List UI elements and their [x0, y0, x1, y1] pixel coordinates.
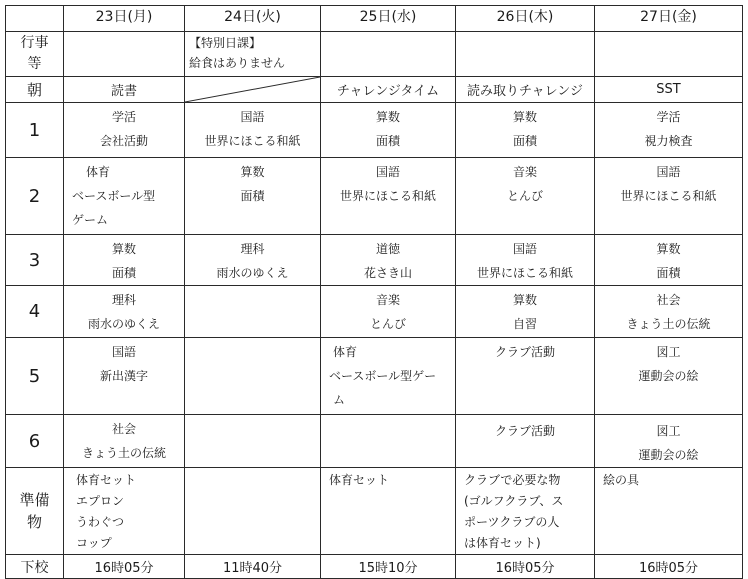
dismissal-time-fri: 16時05分: [595, 555, 743, 579]
period-6-thu: [456, 415, 595, 468]
period-row-5: [6, 338, 743, 415]
day-header-tue: 24日(火): [185, 6, 321, 32]
unit: 世界にほこる和紙: [620, 189, 717, 203]
unit: 面積: [111, 266, 136, 280]
subject: 理科: [240, 242, 265, 256]
period-6-wed-empty: [321, 415, 456, 468]
period-3-thu: [456, 235, 595, 286]
period-2-mon: [64, 158, 185, 235]
period-6-fri: [595, 415, 743, 468]
period-label-4: 4: [6, 286, 64, 338]
period-5-mon: [64, 338, 185, 415]
morning-mon: 読書: [64, 77, 185, 103]
subject: 音楽: [375, 293, 400, 307]
day-header-fri: 27日(金): [595, 6, 743, 32]
unit: きょう土の伝統: [81, 446, 166, 460]
prep-item: 絵の具: [603, 473, 640, 487]
period-4-fri: [595, 286, 743, 338]
prep-item: コップ: [76, 536, 112, 550]
unit: 会社活動: [99, 134, 148, 148]
prep-item: は体育セット): [464, 536, 541, 550]
unit: 花さき山: [363, 266, 412, 280]
subject: 国語: [240, 110, 265, 124]
events-tue: [185, 32, 321, 77]
period-1-thu: [456, 103, 595, 158]
morning-row-label: 朝: [6, 77, 64, 103]
day-header-wed: 25日(水): [321, 6, 456, 32]
unit: 面積: [240, 189, 265, 203]
unit: 世界にほこる和紙: [476, 266, 573, 280]
prep-wed: [321, 468, 456, 555]
prep-item: (ゴルフクラブ、ス: [464, 494, 564, 508]
prep-fri: [595, 468, 743, 555]
prep-thu: [456, 468, 595, 555]
prep-item: うわぐつ: [76, 515, 125, 529]
period-3-tue: [185, 235, 321, 286]
unit: ベースボール型ゲー: [329, 369, 437, 383]
unit: 面積: [512, 134, 537, 148]
unit: ベースボール型: [72, 189, 156, 203]
prep-label-line1: 準備: [19, 491, 50, 509]
dismissal-time-mon: 16時05分: [64, 555, 185, 579]
no-lunch-note: 給食はありません: [189, 56, 286, 70]
subject: 算数: [512, 293, 537, 307]
subject: 体育: [86, 165, 111, 179]
day-header-mon: 23日(月): [64, 6, 185, 32]
unit: 運動会の絵: [638, 448, 699, 462]
day-header-thu: 26日(木): [456, 6, 595, 32]
unit: 新出漢字: [99, 369, 148, 383]
subject: 国語: [111, 345, 136, 359]
period-6-tue-empty: [185, 415, 321, 468]
events-label-line2: 等: [27, 56, 42, 72]
period-5-fri: [595, 338, 743, 415]
morning-tue-empty: [185, 77, 321, 103]
unit: 雨水のゆくえ: [87, 317, 160, 331]
period-label-3: 3: [6, 235, 64, 286]
unit: 雨水のゆくえ: [216, 266, 289, 280]
dismissal-time-thu: 16時05分: [456, 555, 595, 579]
subject: 社会: [656, 293, 681, 307]
morning-fri: SST: [595, 77, 743, 103]
subject: 算数: [111, 242, 136, 256]
subject: 算数: [512, 110, 537, 124]
dismissal-row-label: 下校: [6, 555, 64, 579]
period-3-fri: [595, 235, 743, 286]
weekly-schedule-table: [5, 5, 743, 579]
period-2-tue: [185, 158, 321, 235]
events-wed: [321, 32, 456, 77]
period-4-tue-empty: [185, 286, 321, 338]
period-label-1: 1: [6, 103, 64, 158]
unit-cont: ゲーム: [72, 213, 109, 227]
prep-item: クラブで必要な物: [464, 473, 561, 487]
subject: 図工: [656, 345, 681, 359]
period-3-wed: [321, 235, 456, 286]
unit: 世界にほこる和紙: [204, 134, 301, 148]
dismissal-row: [6, 555, 743, 579]
corner-cell: [6, 6, 64, 32]
period-row-6: [6, 415, 743, 468]
period-label-2: 2: [6, 158, 64, 235]
subject: 道徳: [375, 242, 400, 256]
period-5-thu: [456, 338, 595, 415]
unit-cont: ム: [333, 393, 346, 407]
period-label-5: 5: [6, 338, 64, 415]
period-4-thu: [456, 286, 595, 338]
period-1-wed: [321, 103, 456, 158]
period-1-mon: [64, 103, 185, 158]
period-1-tue: [185, 103, 321, 158]
subject: 学活: [111, 110, 136, 124]
period-3-mon: [64, 235, 185, 286]
prep-tue-empty: [185, 468, 321, 555]
period-5-wed: [321, 338, 456, 415]
period-5-tue-empty: [185, 338, 321, 415]
subject: 国語: [375, 165, 400, 179]
preparation-row-label: [6, 468, 64, 555]
prep-item: 体育セット: [76, 473, 137, 487]
subject: クラブ活動: [494, 424, 555, 438]
dismissal-time-tue: 11時40分: [185, 555, 321, 579]
prep-item: エプロン: [76, 494, 125, 508]
unit: 自習: [512, 317, 537, 331]
period-row-3: [6, 235, 743, 286]
diagonal-strike-line: [185, 77, 320, 102]
unit: 面積: [656, 266, 681, 280]
period-row-4: [6, 286, 743, 338]
unit: とんび: [369, 317, 406, 331]
period-2-thu: [456, 158, 595, 235]
unit: 運動会の絵: [638, 369, 699, 383]
unit: 世界にほこる和紙: [339, 189, 436, 203]
subject: 算数: [375, 110, 400, 124]
prep-label-line2: 物: [26, 513, 42, 531]
period-2-fri: [595, 158, 743, 235]
prep-item: 体育セット: [329, 473, 390, 487]
events-label-line1: 行事: [20, 35, 49, 51]
subject: 算数: [656, 242, 681, 256]
period-4-wed: [321, 286, 456, 338]
unit: きょう土の伝統: [626, 317, 711, 331]
morning-wed: チャレンジタイム: [321, 77, 456, 103]
subject: 学活: [656, 110, 681, 124]
morning-row: [6, 77, 743, 103]
dismissal-time-wed: 15時10分: [321, 555, 456, 579]
period-row-2: [6, 158, 743, 235]
subject: 体育: [333, 345, 358, 359]
prep-item: ポーツクラブの人: [464, 515, 560, 529]
subject: 社会: [111, 422, 136, 436]
period-4-mon: [64, 286, 185, 338]
preparation-row: [6, 468, 743, 555]
events-mon: [64, 32, 185, 77]
special-schedule-note: 【特別日課】: [189, 36, 262, 50]
period-label-6: 6: [6, 415, 64, 468]
subject: 算数: [240, 165, 265, 179]
events-fri: [595, 32, 743, 77]
prep-mon: [64, 468, 185, 555]
period-2-wed: [321, 158, 456, 235]
events-thu: [456, 32, 595, 77]
header-row: [6, 6, 743, 32]
morning-thu: 読み取りチャレンジ: [456, 77, 595, 103]
events-row-label: [6, 32, 64, 77]
period-row-1: [6, 103, 743, 158]
unit: とんび: [506, 189, 543, 203]
unit: 面積: [375, 134, 400, 148]
subject: 理科: [111, 293, 136, 307]
subject: 国語: [656, 165, 681, 179]
subject: 図工: [656, 424, 681, 438]
subject: 国語: [512, 242, 537, 256]
subject: クラブ活動: [494, 345, 555, 359]
events-row: [6, 32, 743, 77]
period-1-fri: [595, 103, 743, 158]
period-6-mon: [64, 415, 185, 468]
subject: 音楽: [512, 165, 537, 179]
unit: 視力検査: [644, 134, 693, 148]
